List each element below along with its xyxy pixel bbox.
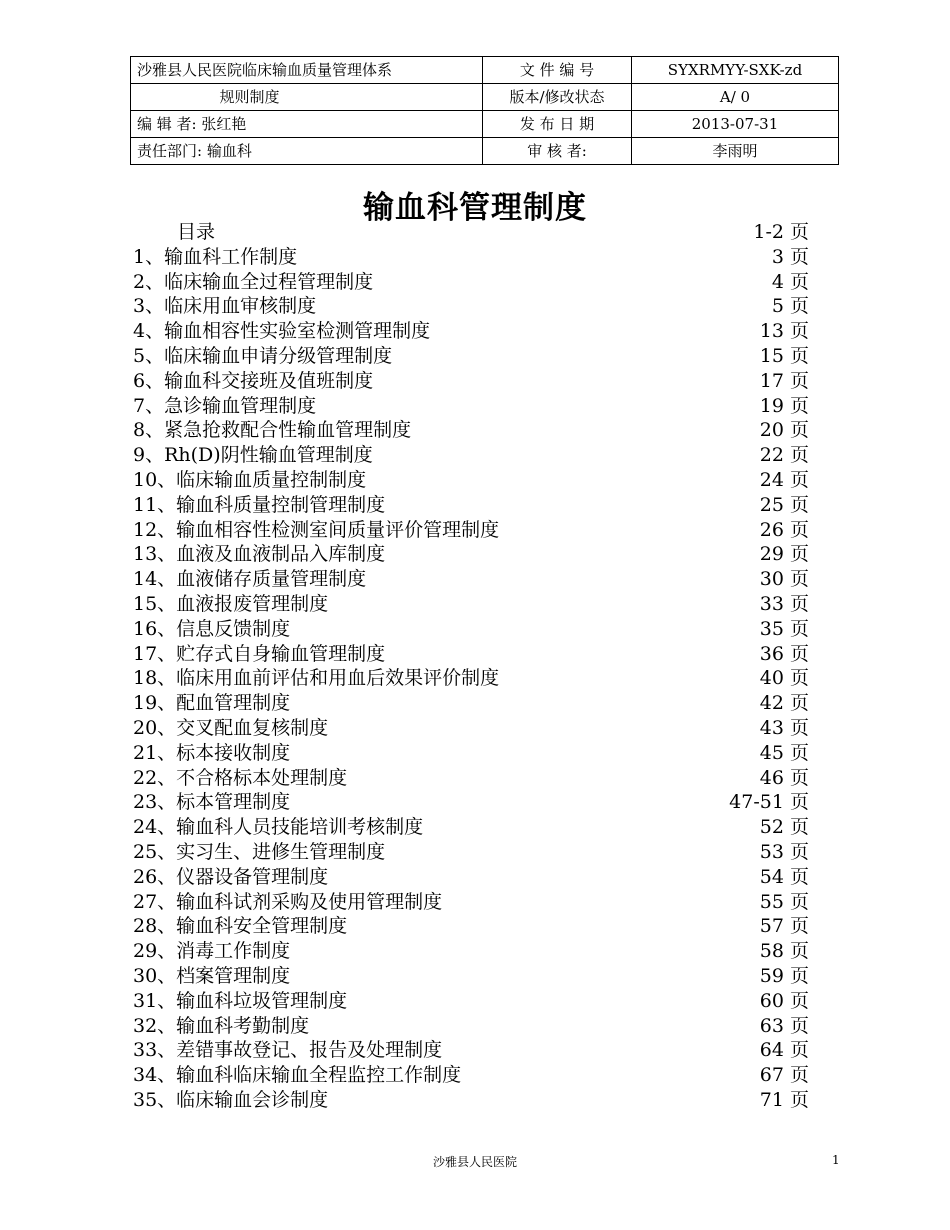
toc-entry-title: 23、标本管理制度 (133, 791, 291, 814)
toc-entry-page: 53 页 (759, 840, 809, 863)
toc-entry (133, 270, 813, 295)
toc-entry-page: 26 页 (759, 518, 809, 541)
toc-entry-title: 16、信息反馈制度 (133, 617, 291, 640)
toc-entry (133, 369, 813, 394)
toc-entry (133, 1063, 813, 1088)
toc-entry-page: 67 页 (759, 1064, 809, 1087)
toc-entry-page: 46 页 (759, 766, 809, 789)
toc-entry-page: 55 页 (759, 890, 809, 913)
toc-entry (133, 989, 813, 1014)
toc-entry (133, 766, 813, 791)
toc-entry-title: 30、档案管理制度 (133, 964, 291, 987)
toc-entry-title: 22、不合格标本处理制度 (133, 766, 348, 789)
toc-entry-title: 6、输血科交接班及值班制度 (133, 369, 374, 392)
toc-entry-title: 15、血液报废管理制度 (133, 592, 329, 615)
toc-entry-page: 4 页 (771, 270, 809, 293)
toc-entry-title: 17、贮存式自身输血管理制度 (133, 642, 386, 665)
toc-entry (133, 1014, 813, 1039)
toc-entry (133, 642, 813, 667)
document-title: 输血科管理制度 (363, 190, 587, 226)
toc-entry-page: 43 页 (759, 716, 809, 739)
toc-entry (133, 790, 813, 815)
table-of-contents (133, 220, 813, 1113)
toc-entry-page: 13 页 (759, 320, 809, 343)
toc-entry-title: 1、输血科工作制度 (133, 245, 298, 268)
toc-entry-page: 17 页 (759, 369, 809, 392)
toc-entry (133, 964, 813, 989)
toc-entry (133, 518, 813, 543)
toc-entry-page: 40 页 (759, 667, 809, 690)
toc-entry-title: 19、配血管理制度 (133, 692, 291, 715)
toc-entry-page: 5 页 (771, 295, 809, 318)
toc-entry (133, 1088, 813, 1113)
toc-entry-title: 31、输血科垃圾管理制度 (133, 989, 348, 1012)
toc-entry-title: 29、消毒工作制度 (133, 940, 291, 963)
toc-entry (133, 418, 813, 443)
toc-entry-page: 20 页 (759, 419, 809, 442)
toc-entry (133, 741, 813, 766)
toc-entry-title: 8、紧急抢救配合性输血管理制度 (133, 419, 412, 442)
toc-entry (133, 865, 813, 890)
responsible-dept-field: 责任部门: 输血科 (131, 138, 483, 165)
toc-entry (133, 939, 813, 964)
doc-number-label: 文 件 编 号 (483, 57, 632, 84)
toc-entry-title: 11、输血科质量控制管理制度 (133, 493, 386, 516)
toc-entry-page: 25 页 (759, 493, 809, 516)
toc-entry (133, 666, 813, 691)
toc-entry-page: 54 页 (759, 865, 809, 888)
toc-entry-title: 24、输血科人员技能培训考核制度 (133, 816, 424, 839)
toc-entry-page: 52 页 (759, 816, 809, 839)
toc-entry-page: 60 页 (759, 989, 809, 1012)
toc-entry (133, 592, 813, 617)
toc-entry-title: 9、Rh(D)阴性输血管理制度 (133, 444, 373, 467)
toc-entry-page: 57 页 (759, 915, 809, 938)
toc-entry-page: 19 页 (759, 394, 809, 417)
toc-entry (133, 890, 813, 915)
document-header-table (130, 56, 839, 162)
toc-entry (133, 914, 813, 939)
toc-entry-page: 30 页 (759, 568, 809, 591)
toc-entry-page: 58 页 (759, 940, 809, 963)
system-name-line1: 沙雅县人民医院临床输血质量管理体系 (131, 57, 483, 84)
publish-date-value: 2013-07-31 (632, 111, 839, 138)
toc-entry-title: 18、临床用血前评估和用血后效果评价制度 (133, 667, 500, 690)
system-name-line2: 规则制度 (131, 84, 483, 111)
toc-entry-title: 26、仪器设备管理制度 (133, 865, 329, 888)
toc-entry (133, 468, 813, 493)
toc-entry-page: 15 页 (759, 344, 809, 367)
toc-entry (133, 443, 813, 468)
toc-entry (133, 617, 813, 642)
toc-entry-title: 25、实习生、进修生管理制度 (133, 840, 386, 863)
version-value: A/ 0 (632, 84, 839, 111)
toc-entry-page: 64 页 (759, 1039, 809, 1062)
toc-entry (133, 567, 813, 592)
doc-number-value: SYXRMYY-SXK-zd (632, 57, 839, 84)
reviewer-label: 审 核 者: (483, 138, 632, 165)
toc-entry (133, 716, 813, 741)
toc-entry-title: 35、临床输血会诊制度 (133, 1088, 329, 1111)
page-number: 1 (832, 1153, 840, 1167)
toc-entry-page: 29 页 (759, 543, 809, 566)
toc-entry (133, 294, 813, 319)
footer-organization: 沙雅县人民医院 (432, 1155, 517, 1169)
toc-entry-page: 47-51 页 (729, 791, 809, 814)
toc-entry (133, 493, 813, 518)
toc-entry (133, 394, 813, 419)
toc-entry-page: 59 页 (759, 964, 809, 987)
toc-entry (133, 1038, 813, 1063)
toc-entry (133, 319, 813, 344)
toc-entry-title: 28、输血科安全管理制度 (133, 915, 348, 938)
toc-entry-title: 2、临床输血全过程管理制度 (133, 270, 374, 293)
toc-entry-page: 45 页 (759, 741, 809, 764)
toc-entry-page: 71 页 (759, 1088, 809, 1111)
toc-entry (133, 245, 813, 270)
toc-entry-title: 目录 (133, 221, 216, 243)
toc-entry-title: 27、输血科试剂采购及使用管理制度 (133, 890, 443, 913)
toc-entry-page: 63 页 (759, 1014, 809, 1037)
toc-entry-title: 13、血液及血液制品入库制度 (133, 543, 386, 566)
toc-entry-page: 35 页 (759, 617, 809, 640)
toc-entry-title: 14、血液储存质量管理制度 (133, 568, 367, 591)
toc-entry (133, 220, 813, 245)
toc-entry-page: 24 页 (759, 468, 809, 491)
toc-entry-title: 4、输血相容性实验室检测管理制度 (133, 320, 431, 343)
toc-entry-title: 34、输血科临床输血全程监控工作制度 (133, 1064, 462, 1087)
toc-entry-title: 10、临床输血质量控制制度 (133, 468, 367, 491)
publish-date-label: 发 布 日 期 (483, 111, 632, 138)
toc-entry-page: 42 页 (759, 692, 809, 715)
toc-entry (133, 815, 813, 840)
toc-entry-title: 3、临床用血审核制度 (133, 295, 317, 318)
toc-entry-page: 1-2 页 (753, 221, 809, 243)
toc-entry-title: 32、输血科考勤制度 (133, 1014, 310, 1037)
version-label: 版本/修改状态 (483, 84, 632, 111)
toc-entry-title: 33、差错事故登记、报告及处理制度 (133, 1039, 443, 1062)
toc-entry-title: 5、临床输血申请分级管理制度 (133, 344, 393, 367)
toc-entry-title: 7、急诊输血管理制度 (133, 394, 317, 417)
toc-entry-title: 21、标本接收制度 (133, 741, 291, 764)
toc-entry (133, 542, 813, 567)
toc-entry-title: 12、输血相容性检测室间质量评价管理制度 (133, 518, 500, 541)
toc-entry-page: 3 页 (771, 245, 809, 268)
toc-entry (133, 840, 813, 865)
toc-entry-title: 20、交叉配血复核制度 (133, 716, 329, 739)
toc-entry-page: 33 页 (759, 592, 809, 615)
editor-field: 编 辑 者: 张红艳 (131, 111, 483, 138)
toc-entry (133, 691, 813, 716)
toc-entry (133, 344, 813, 369)
toc-entry-page: 22 页 (759, 444, 809, 467)
toc-entry-page: 36 页 (759, 642, 809, 665)
reviewer-value: 李雨明 (632, 138, 839, 165)
